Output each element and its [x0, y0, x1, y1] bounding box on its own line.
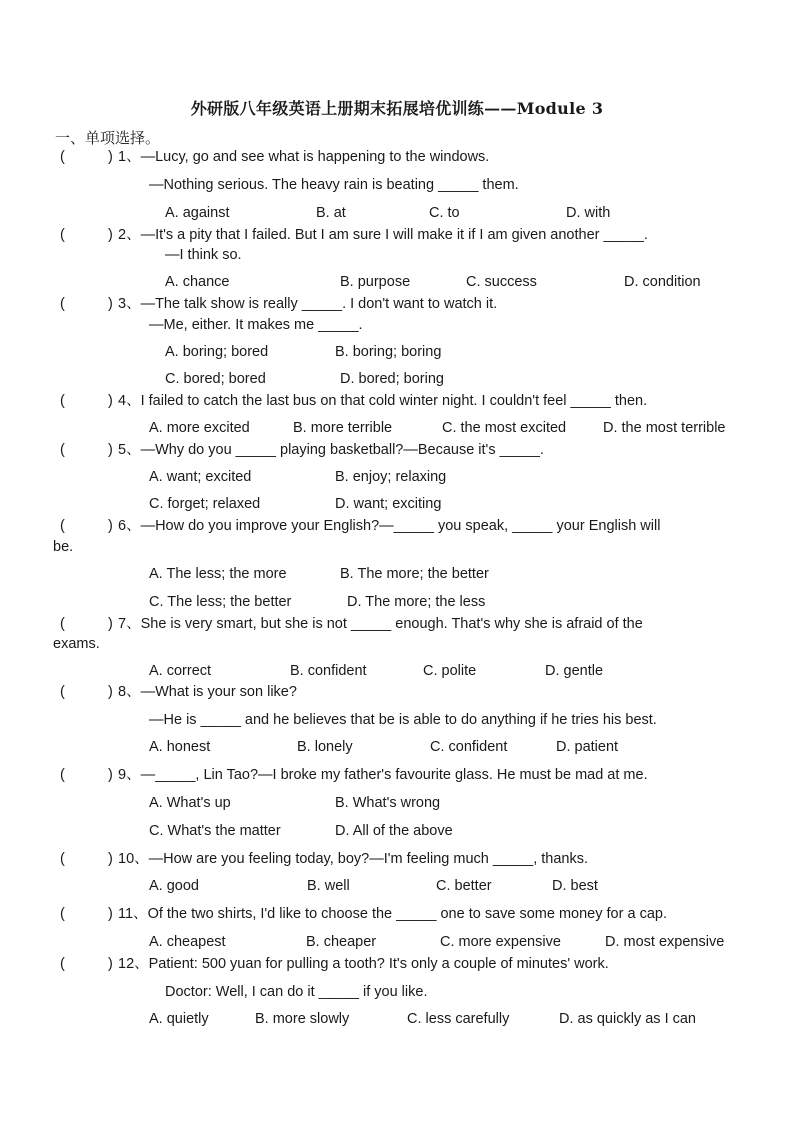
- option-b[interactable]: B. What's wrong: [335, 795, 441, 811]
- question-stem: She is very smart, but she is not _____ enough. That's why she is afraid of the: [140, 616, 643, 632]
- bracket-open: (: [60, 616, 65, 632]
- option-c[interactable]: C. confident: [430, 739, 508, 755]
- answer-bracket[interactable]: [60, 955, 118, 973]
- option-a[interactable]: A. more excited: [149, 420, 250, 436]
- option-d[interactable]: D. patient: [556, 739, 619, 755]
- option-c[interactable]: C. success: [466, 274, 537, 290]
- question-dialogue-line: —He is _____ and he believes that be is able to do anything if he tries his best.: [149, 712, 657, 728]
- bracket-close: ): [108, 956, 113, 972]
- question-stem-line: [60, 392, 647, 410]
- option-c[interactable]: C. the most excited: [442, 420, 567, 436]
- bracket-close: ): [108, 767, 113, 783]
- question-number: 4、: [118, 393, 141, 409]
- bracket-close: ): [108, 616, 113, 632]
- option-c[interactable]: C. bored; bored: [165, 371, 266, 387]
- option-b[interactable]: B. The more; the better: [340, 566, 489, 582]
- question-number: 1、: [118, 149, 141, 165]
- question-number: 5、: [118, 442, 141, 458]
- question-dialogue-line: —I think so.: [165, 247, 242, 263]
- answer-bracket[interactable]: [60, 148, 118, 166]
- question-dialogue-line: —Nothing serious. The heavy rain is beating _____ them.: [149, 177, 519, 193]
- bracket-open: (: [60, 684, 65, 700]
- question-dialogue-line: —Me, either. It makes me _____.: [149, 317, 363, 333]
- question-stem-line: [60, 295, 497, 313]
- question-stem: —It's a pity that I failed. But I am sure I will make it if I am given another _____.: [140, 227, 648, 243]
- answer-bracket[interactable]: [60, 517, 118, 535]
- option-c[interactable]: C. What's the matter: [149, 823, 281, 839]
- option-a[interactable]: A. against: [165, 205, 230, 221]
- bracket-close: ): [108, 442, 113, 458]
- option-d[interactable]: D. best: [552, 878, 598, 894]
- question-stem: I failed to catch the last bus on that cold winter night. I couldn't feel _____ then.: [140, 393, 648, 409]
- question-number: 8、: [118, 684, 141, 700]
- option-d[interactable]: D. All of the above: [335, 823, 453, 839]
- option-c[interactable]: C. to: [429, 205, 460, 221]
- option-d[interactable]: D. with: [566, 205, 611, 221]
- question-stem-line: [60, 226, 648, 244]
- option-a[interactable]: A. honest: [149, 739, 211, 755]
- question-number: 6、: [118, 518, 141, 534]
- bracket-open: (: [60, 906, 65, 922]
- option-b[interactable]: B. cheaper: [306, 934, 377, 950]
- option-b[interactable]: B. boring; boring: [335, 344, 442, 360]
- question-stem: —How do you improve your English?—_____ you speak, _____ your English will: [140, 518, 661, 534]
- option-d[interactable]: D. gentle: [545, 663, 604, 679]
- question-stem: —What is your son like?: [140, 684, 297, 700]
- answer-bracket[interactable]: [60, 615, 118, 633]
- bracket-open: (: [60, 149, 65, 165]
- option-a[interactable]: A. cheapest: [149, 934, 226, 950]
- answer-bracket[interactable]: [60, 441, 118, 459]
- option-d[interactable]: D. want; exciting: [335, 496, 442, 512]
- option-a[interactable]: A. quietly: [149, 1011, 209, 1027]
- question-stem-wrap: be.: [53, 539, 74, 555]
- answer-bracket[interactable]: [60, 295, 118, 313]
- option-a[interactable]: A. boring; bored: [165, 344, 269, 360]
- bracket-close: ): [108, 393, 113, 409]
- question-stem: —How are you feeling today, boy?—I'm feeling much _____, thanks.: [148, 851, 588, 867]
- option-a[interactable]: A. correct: [149, 663, 212, 679]
- question-stem-line: [60, 615, 643, 633]
- option-b[interactable]: B. enjoy; relaxing: [335, 469, 447, 485]
- question-stem-line: [60, 955, 609, 973]
- option-a[interactable]: A. chance: [165, 274, 230, 290]
- bracket-open: (: [60, 442, 65, 458]
- bracket-open: (: [60, 393, 65, 409]
- answer-bracket[interactable]: [60, 226, 118, 244]
- answer-bracket[interactable]: [60, 905, 118, 923]
- answer-bracket[interactable]: [60, 850, 118, 868]
- bracket-close: ): [108, 227, 113, 243]
- bracket-open: (: [60, 227, 65, 243]
- option-c[interactable]: C. better: [436, 878, 492, 894]
- option-d[interactable]: D. bored; boring: [340, 371, 444, 387]
- question-stem: Of the two shirts, I'd like to choose the _____ one to save some money for a cap.: [147, 906, 667, 922]
- question-stem: —Why do you _____ playing basketball?—Because it's _____.: [140, 442, 544, 458]
- question-number: 3、: [118, 296, 141, 312]
- question-stem-line: [60, 905, 667, 923]
- option-b[interactable]: B. lonely: [297, 739, 353, 755]
- bracket-close: ): [108, 518, 113, 534]
- question-stem-line: [60, 683, 297, 701]
- bracket-close: ): [108, 296, 113, 312]
- bracket-open: (: [60, 767, 65, 783]
- option-a[interactable]: A. The less; the more: [149, 566, 287, 582]
- option-c[interactable]: C. less carefully: [407, 1011, 510, 1027]
- question-number: 11、: [118, 906, 148, 922]
- option-b[interactable]: B. at: [316, 205, 346, 221]
- question-stem-wrap: exams.: [53, 636, 100, 652]
- question-stem: —_____, Lin Tao?—I broke my father's favourite glass. He must be mad at me.: [140, 767, 648, 783]
- answer-bracket[interactable]: [60, 392, 118, 410]
- option-a[interactable]: A. want; excited: [149, 469, 252, 485]
- bracket-close: ): [108, 906, 113, 922]
- question-number: 12、: [118, 956, 149, 972]
- bracket-open: (: [60, 851, 65, 867]
- question-dialogue-line: Doctor: Well, I can do it _____ if you like.: [165, 984, 428, 1000]
- answer-bracket[interactable]: [60, 683, 118, 701]
- page-title: 外研版八年级英语上册期末拓展培优训练——Module 3: [190, 99, 604, 118]
- question-number: 9、: [118, 767, 141, 783]
- option-d[interactable]: D. as quickly as I can: [559, 1011, 696, 1027]
- option-b[interactable]: B. more slowly: [255, 1011, 350, 1027]
- option-c[interactable]: C. forget; relaxed: [149, 496, 261, 512]
- question-stem: Patient: 500 yuan for pulling a tooth? It's only a couple of minutes' work.: [148, 956, 609, 972]
- bracket-close: ): [108, 149, 113, 165]
- option-c[interactable]: C. The less; the better: [149, 594, 292, 610]
- option-d[interactable]: D. most expensive: [605, 934, 725, 950]
- option-c[interactable]: C. more expensive: [440, 934, 561, 950]
- option-a[interactable]: A. good: [149, 878, 199, 894]
- option-d[interactable]: D. the most terrible: [603, 420, 726, 436]
- answer-bracket[interactable]: [60, 766, 118, 784]
- bracket-open: (: [60, 296, 65, 312]
- bracket-open: (: [60, 956, 65, 972]
- question-stem-line: [60, 441, 544, 459]
- question-stem-line: [60, 766, 648, 784]
- bracket-close: ): [108, 684, 113, 700]
- question-stem: —Lucy, go and see what is happening to the windows.: [140, 149, 490, 165]
- question-stem-line: [60, 148, 489, 166]
- question-stem-line: [60, 517, 660, 535]
- section-heading: 一、单项选择。: [55, 129, 161, 147]
- option-b[interactable]: B. confident: [290, 663, 367, 679]
- option-c[interactable]: C. polite: [423, 663, 477, 679]
- bracket-open: (: [60, 518, 65, 534]
- question-number: 7、: [118, 616, 141, 632]
- bracket-close: ): [108, 851, 113, 867]
- option-a[interactable]: A. What's up: [149, 795, 231, 811]
- question-stem: —The talk show is really _____. I don't want to watch it.: [140, 296, 498, 312]
- question-stem-line: [60, 850, 588, 868]
- question-number: 10、: [118, 851, 149, 867]
- question-number: 2、: [118, 227, 141, 243]
- option-b[interactable]: B. well: [307, 878, 350, 894]
- option-d[interactable]: D. The more; the less: [347, 594, 486, 610]
- option-b[interactable]: B. purpose: [340, 274, 411, 290]
- option-b[interactable]: B. more terrible: [293, 420, 393, 436]
- option-d[interactable]: D. condition: [624, 274, 701, 290]
